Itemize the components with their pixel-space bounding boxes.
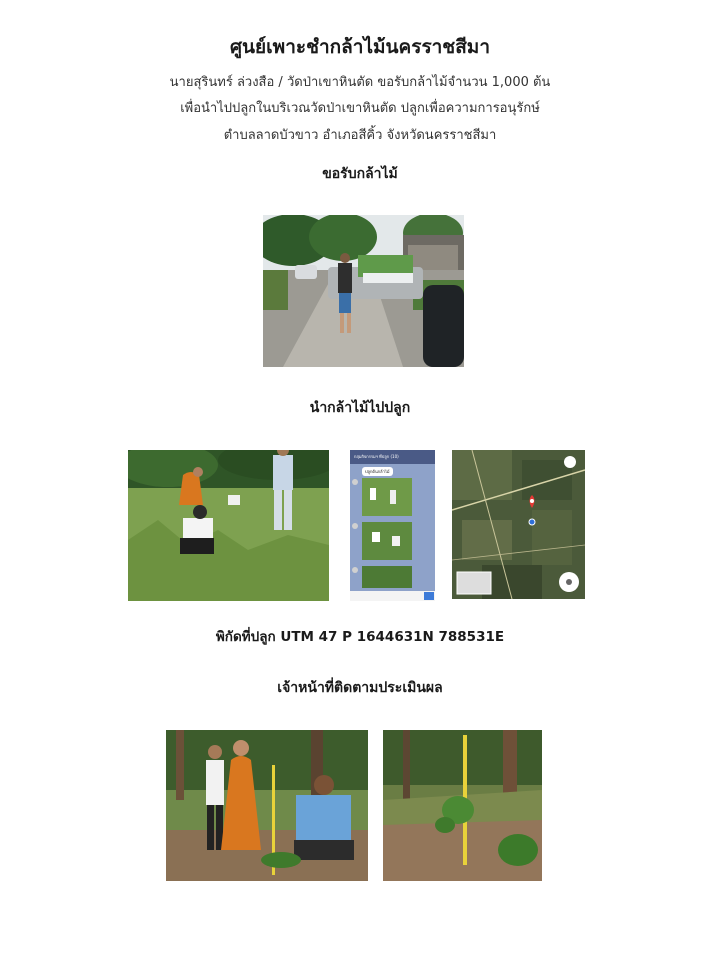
map-screenshot	[452, 450, 585, 599]
evaluation-heading: เจ้าหน้าที่ติดตามประเมินผล	[277, 680, 443, 696]
location-line: ตำบลลาดบัวขาว อำเภอสีคิ้ว จังหวัดนครราชสีมา	[223, 128, 497, 143]
utm-coordinates: พิกัดที่ปลูก UTM 47 P 1644631N 788531E	[215, 629, 505, 645]
chat-title: กลุ่มกิจกรรมฯ ที่ปลูก (10)	[354, 454, 399, 459]
seedling-pickup-photo	[263, 215, 464, 367]
chat-bubble-text: ปลูกต้นกล้าไม้	[365, 469, 390, 474]
evaluation-group-photo	[166, 730, 368, 881]
purpose-line: เพื่อนำไปปลูกในบริเวณวัดป่าเขาหินตัด ปลูกเพื่อความการอนุรักษ์	[180, 101, 540, 116]
planting-photo	[128, 450, 329, 601]
seedling-measurement-photo	[383, 730, 542, 881]
planting-heading: นำกล้าไม้ไปปลูก	[309, 400, 411, 416]
page-title: ศูนย์เพาะชำกล้าไม้นครราชสีมา	[230, 36, 490, 58]
chat-screenshot	[350, 450, 435, 601]
request-line: นายสุรินทร์ ล่วงสือ / วัดป่าเขาหินตัด ขอรับกล้าไม้จำนวน 1,000 ต้น	[169, 75, 551, 90]
receive-heading: ขอรับกล้าไม้	[322, 166, 398, 182]
